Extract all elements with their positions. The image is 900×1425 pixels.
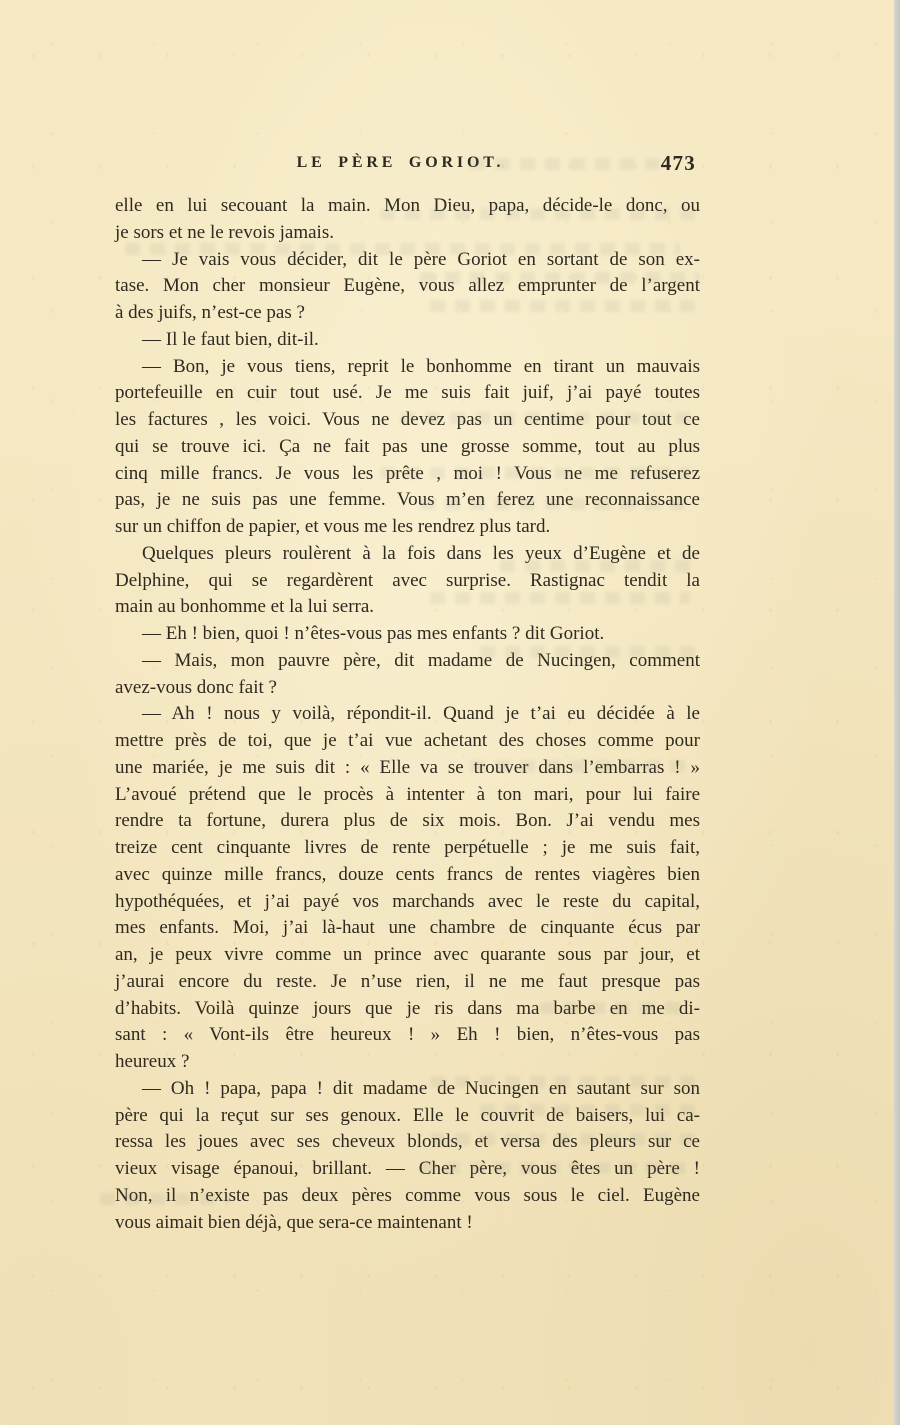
text-line: qui se trouve ici. Ça ne fait pas une grosse somme, tout au plus [115, 435, 700, 457]
text-line: les factures , les voici. Vous ne devez pas un centime pour tout ce [115, 409, 700, 430]
paragraph [115, 621, 700, 648]
text-line: — Oh ! papa, papa ! dit madame de Nucingen en sautant sur son [142, 1077, 700, 1099]
text-line: tase. Mon cher monsieur Eugène, vous allez emprunter de l’argent [115, 275, 700, 297]
page-header [115, 151, 700, 180]
paragraph [115, 701, 700, 1076]
text-line: — Ah ! nous y voilà, répondit-il. Quand je t’ai eu décidée à le [142, 703, 700, 725]
text-line: — Il le faut bien, dit-il. [142, 328, 319, 350]
text-line: Delphine, qui se regardèrent avec surprise. Rastignac tendit la [115, 569, 700, 591]
text-line: L’avoué prétend que le procès à intenter à ton mari, pour lui faire [115, 783, 700, 805]
text-line: vous aimait bien déjà, que sera-ce maintenant ! [115, 1211, 473, 1233]
text-line: rendre ta fortune, durera plus de six mois. Bon. J’ai vendu mes [115, 810, 700, 832]
text-line: an, je peux vivre comme un prince avec quarante sous par jour, et [115, 944, 700, 965]
text-line: père qui la reçut sur ses genoux. Elle le couvrit de baisers, lui ca- [115, 1104, 700, 1126]
scan-edge-right [894, 0, 900, 1425]
text-line: je sors et ne le revois jamais. [115, 221, 334, 243]
paragraph [115, 327, 700, 354]
text-line: avec quinze mille francs, douze cents francs de rentes viagères bien [115, 863, 700, 885]
text-line: Non, il n’existe pas deux pères comme vous sous le ciel. Eugène [115, 1184, 700, 1206]
text-line: j’aurai encore du reste. Je n’use rien, il ne me faut presque pas [115, 970, 700, 992]
paragraph [115, 354, 700, 541]
text-line: — Bon, je vous tiens, reprit le bonhomme en tirant un mauvais [142, 355, 700, 377]
text-line: pas, je ne suis pas une femme. Vous m’en ferez une reconnaissance [115, 489, 700, 511]
text-line: mettre près de toi, que je t’ai vue achetant des choses comme pour [115, 730, 700, 751]
text-line: — Je vais vous décider, dit le père Goriot en sortant de son ex- [142, 248, 700, 270]
text-line: treize cent cinquante livres de rente perpétuelle ; je me suis fait, [115, 837, 700, 858]
paragraph [115, 541, 700, 621]
text-line: une mariée, je me suis dit : « Elle va se trouver dans l’embarras ! » [115, 756, 700, 778]
text-line: ressa les joues avec ses cheveux blonds, et versa des pleurs sur ce [115, 1131, 700, 1153]
text-line: vieux visage épanoui, brillant. — Cher père, vous êtes un père ! [115, 1158, 700, 1179]
paragraph [115, 648, 700, 702]
text-block [115, 193, 700, 1236]
text-line: main au bonhomme et la lui serra. [115, 596, 375, 618]
running-title: LE PÈRE GORIOT. [296, 154, 505, 171]
paragraph [115, 193, 700, 247]
text-line: elle en lui secouant la main. Mon Dieu, papa, décide-le donc, ou [115, 195, 700, 216]
text-line: mes enfants. Moi, j’ai là-haut une chambre de cinquante écus par [115, 917, 700, 939]
text-line: sur un chiffon de papier, et vous me les rendrez plus tard. [115, 516, 551, 537]
paragraph [115, 1076, 700, 1237]
text-line: portefeuille en cuir tout usé. Je me suis fait juif, j’ai payé toutes [115, 382, 700, 404]
text-line: Quelques pleurs roulèrent à la fois dans les yeux d’Eugène et de [142, 542, 700, 564]
text-line: cinq mille francs. Je vous les prête , moi ! Vous ne me refuserez [115, 462, 700, 484]
text-line: d’habits. Voilà quinze jours que je ris dans ma barbe en me di- [115, 997, 700, 1019]
text-line: à des juifs, n’est-ce pas ? [115, 302, 305, 323]
text-line: hypothéquées, et j’ai payé vos marchands avec le reste du capital, [115, 890, 700, 912]
page-number: 473 [660, 151, 696, 175]
paragraph [115, 247, 700, 327]
text-line: heureux ? [115, 1051, 190, 1072]
text-line: — Mais, mon pauvre père, dit madame de Nucingen, comment [142, 649, 700, 671]
text-line: — Eh ! bien, quoi ! n’êtes-vous pas mes enfants ? dit Goriot. [142, 623, 605, 644]
text-line: sant : « Vont-ils être heureux ! » Eh ! bien, n’êtes-vous pas [115, 1024, 700, 1046]
text-line: avez-vous donc fait ? [115, 676, 277, 698]
